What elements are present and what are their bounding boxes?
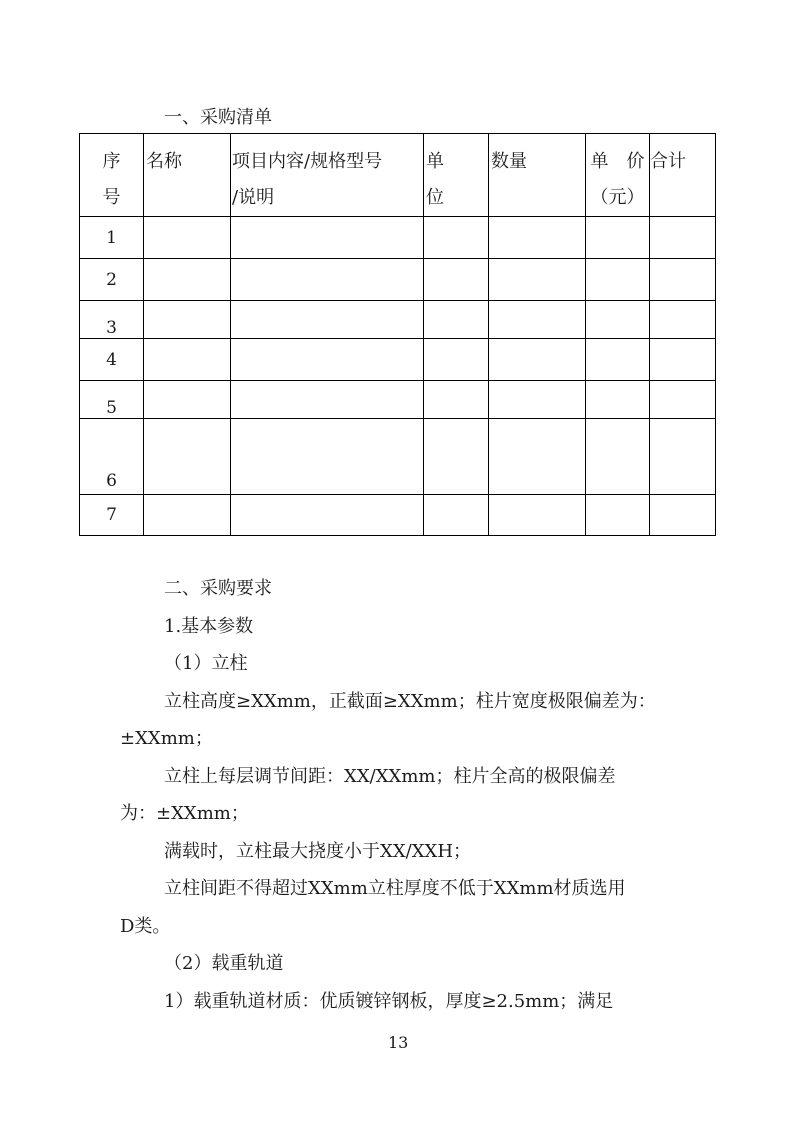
paragraph-deflection: 满载时，立柱最大挠度小于XX/XXH；: [164, 841, 472, 862]
page-number: 13: [388, 1033, 409, 1052]
paragraph-column-height-cont: ±XXmm；: [120, 728, 213, 749]
section-title-requirements: 二、采购要求: [164, 578, 272, 599]
table-row: 3: [80, 301, 716, 339]
header-serial: 序 号: [80, 134, 144, 217]
table-row: 4: [80, 339, 716, 381]
header-spec: 项目内容/规格型号 /说明: [231, 134, 424, 217]
paragraph-column-distance-cont: D类。: [120, 916, 171, 937]
section-title-procurement-list: 一、采购清单: [164, 107, 272, 128]
table-row: 2: [80, 259, 716, 301]
header-quantity: 数量: [489, 134, 586, 217]
paragraph-rail-material: 1）载重轨道材质：优质镀锌钢板，厚度≥2.5mm；满足: [164, 991, 614, 1012]
table-row: 5: [80, 381, 716, 419]
subheading-basic-params: 1.基本参数: [164, 616, 254, 637]
table-row: 6: [80, 419, 716, 495]
header-unit-price: 单 价 （元）: [586, 134, 650, 217]
item-heading-rail: （2）载重轨道: [164, 953, 284, 974]
paragraph-column-spacing-cont: 为：±XXmm；: [120, 803, 249, 824]
procurement-table: [79, 133, 716, 536]
paragraph-column-height: 立柱高度≥XXmm，正截面≥XXmm；柱片宽度极限偏差为：: [164, 691, 656, 712]
table-header-row: [80, 134, 716, 217]
header-name: 名称: [144, 134, 231, 217]
header-total: 合计: [650, 134, 716, 217]
header-unit: 单 位: [424, 134, 489, 217]
table-row: 7: [80, 495, 716, 536]
paragraph-column-spacing: 立柱上每层调节间距：XX/XXmm；柱片全高的极限偏差: [164, 766, 616, 787]
item-heading-column: （1）立柱: [164, 653, 248, 674]
table-row: 1: [80, 217, 716, 259]
paragraph-column-distance: 立柱间距不得超过XXmm立柱厚度不低于XXmm材质选用: [164, 878, 626, 899]
